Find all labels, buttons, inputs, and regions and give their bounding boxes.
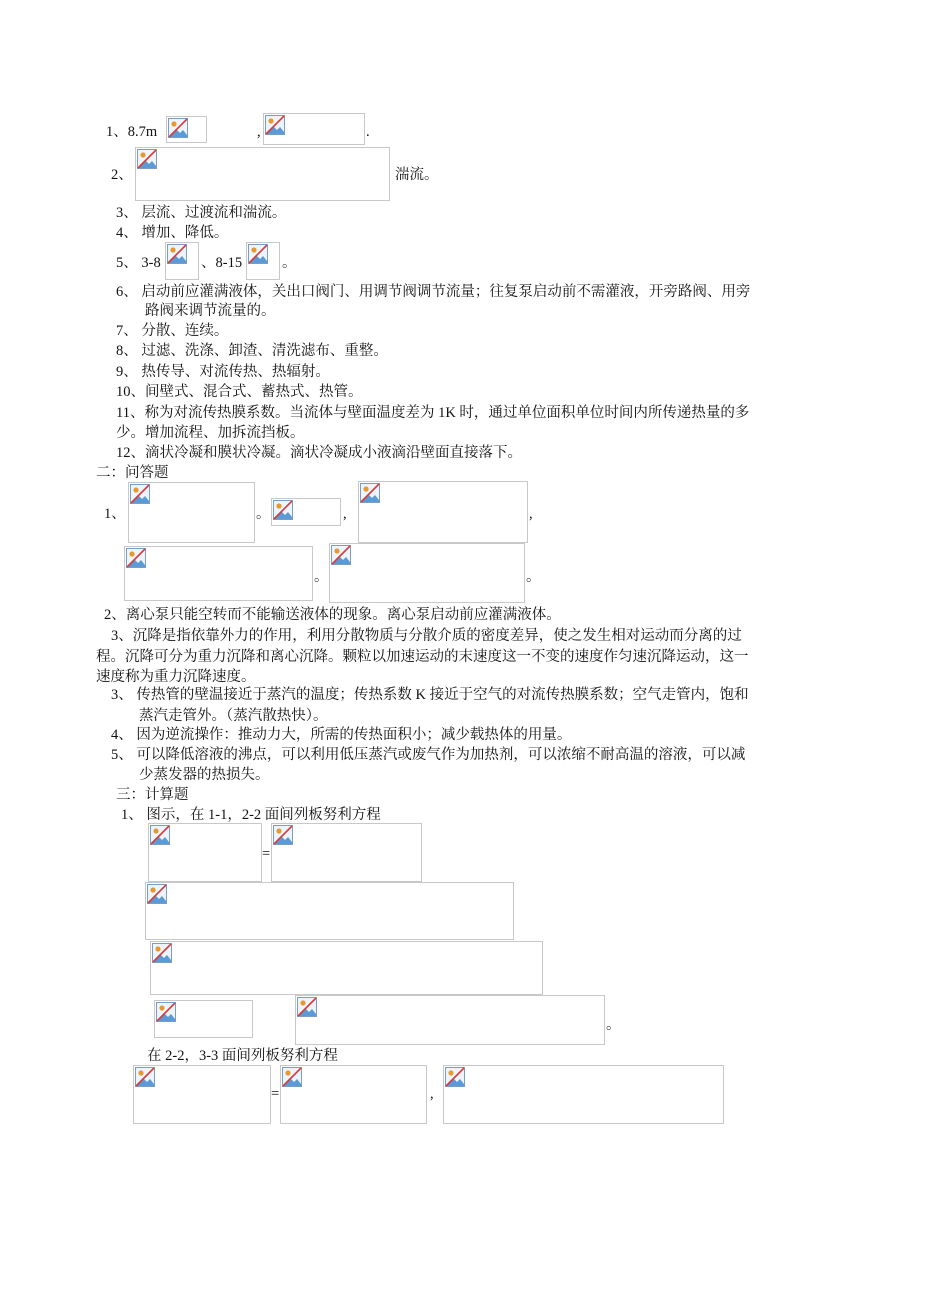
formula-image (246, 242, 280, 280)
formula-image (358, 481, 528, 543)
broken-image-icon (297, 997, 317, 1017)
broken-image-icon (360, 483, 380, 503)
formula-image (271, 498, 341, 526)
qa-1-punct: 。 (526, 569, 541, 585)
broken-image-icon (282, 1067, 302, 1087)
broken-image-icon (273, 825, 293, 845)
broken-image-icon (137, 149, 157, 169)
answer-6-line2: 路阀来调节流量的。 (145, 303, 276, 319)
answer-9: 9、 热传导、对流传热、热辐射。 (116, 364, 330, 380)
qa-4: 4、 因为逆流操作：推动力大，所需的传热面积小；减少载热体的用量。 (111, 727, 572, 743)
qa-3a-line1: 3、沉降是指依靠外力的作用，利用分散物质与分散介质的密度差异，使之发生相对运动而分离的过 (111, 628, 742, 644)
broken-image-icon (331, 545, 351, 565)
formula-image (443, 1065, 724, 1124)
answer-11-line2: 少。增加流程、加拆流挡板。 (116, 425, 305, 441)
calc-1-intro: 1、 图示，在 1-1，2-2 面间列板努利方程 (121, 807, 381, 823)
broken-image-icon (445, 1067, 465, 1087)
formula-image (128, 482, 255, 543)
qa-1-punct: 。 (314, 569, 329, 585)
formula-image (271, 823, 422, 882)
calc-2-intro: 在 2-2，3-3 面间列板努利方程 (147, 1048, 338, 1064)
qa-5-line2: 少蒸发器的热损失。 (139, 767, 270, 783)
equals-sign: = (271, 1086, 280, 1102)
qa-1-punct: , (529, 506, 533, 522)
calc-1-end: 。 (606, 1017, 621, 1033)
answer-4: 4、 增加、降低。 (116, 225, 229, 241)
formula-image (154, 1000, 253, 1038)
formula-image (280, 1065, 427, 1124)
broken-image-icon (265, 115, 285, 135)
broken-image-icon (273, 500, 293, 520)
formula-image (295, 995, 605, 1045)
answer-7: 7、 分散、连续。 (116, 323, 229, 339)
qa-3a-line3: 速度称为重力沉降速度。 (96, 669, 256, 685)
answer-1-label: 1、8.7m (106, 124, 158, 140)
broken-image-icon (156, 1002, 176, 1022)
qa-3a-line2: 程。沉降可分为重力沉降和离心沉降。颗粒以加速运动的末速度这一不变的速度作匀速沉降运动，这一 (96, 649, 749, 665)
answer-8: 8、 过滤、洗涤、卸渣、清洗滤布、重整。 (116, 343, 388, 359)
qa-1-punct: 。 (256, 506, 271, 522)
answer-3: 3、 层流、过渡流和湍流。 (116, 205, 287, 221)
qa-1-punct: , (343, 506, 347, 522)
answer-11-line1: 11、称为对流传热膜系数。当流体与壁面温度差为 1K 时，通过单位面积单位时间内所传递热量的多 (116, 405, 750, 421)
answer-2-label: 2、 (111, 167, 133, 183)
qa-5-line1: 5、 可以降低溶液的沸点，可以利用低压蒸汽或废气作为加热剂，可以浓缩不耐高温的溶液，可以减 (111, 747, 746, 763)
broken-image-icon (147, 884, 167, 904)
formula-image (135, 147, 390, 201)
formula-image (124, 546, 313, 601)
broken-image-icon (248, 244, 268, 264)
answer-1-comma: , (257, 124, 261, 140)
answer-6-line1: 6、 启动前应灌满液体，关出口阀门、用调节阀调节流量；往复泵启动前不需灌液，开旁路阀、用旁 (116, 284, 751, 300)
broken-image-icon (150, 825, 170, 845)
section-heading-qa: 二：问答题 (96, 465, 169, 481)
broken-image-icon (126, 548, 146, 568)
answer-1-end: . (366, 124, 370, 140)
formula-image (329, 543, 525, 603)
formula-image (165, 242, 199, 280)
broken-image-icon (130, 484, 150, 504)
broken-image-icon (167, 244, 187, 264)
answer-5-end: 。 (282, 255, 297, 271)
answer-10: 10、间壁式、混合式、蓄热式、热管。 (116, 384, 363, 400)
broken-image-icon (152, 943, 172, 963)
broken-image-icon (135, 1067, 155, 1087)
answer-5-mid: 、8-15 (201, 255, 243, 271)
broken-image-icon (168, 118, 188, 138)
qa-3b-line2: 蒸汽走管外。（蒸汽散热快）。 (139, 708, 328, 724)
qa-2: 2、离心泵只能空转而不能输送液体的现象。离心泵启动前应灌满液体。 (104, 607, 561, 623)
formula-image (166, 116, 207, 143)
answer-12: 12、滴状冷凝和膜状冷凝。滴状冷凝成小液滴沿壁面直接落下。 (116, 445, 522, 461)
formula-image (148, 823, 262, 882)
calc-2-comma: , (430, 1086, 434, 1102)
formula-image (145, 882, 514, 940)
qa-3b-line1: 3、 传热管的壁温接近于蒸汽的温度；传热系数 K 接近于空气的对流传热膜系数；空气走管内，饱和 (111, 687, 749, 703)
formula-image (133, 1065, 271, 1124)
answer-5-label: 5、 3-8 (116, 255, 161, 271)
answer-2-text: 湍流。 (395, 167, 439, 183)
formula-image (263, 113, 365, 145)
qa-1-label: 1、 (104, 506, 126, 522)
equals-sign: = (262, 846, 271, 862)
section-heading-calc: 三：计算题 (116, 787, 189, 803)
formula-image (150, 941, 543, 995)
